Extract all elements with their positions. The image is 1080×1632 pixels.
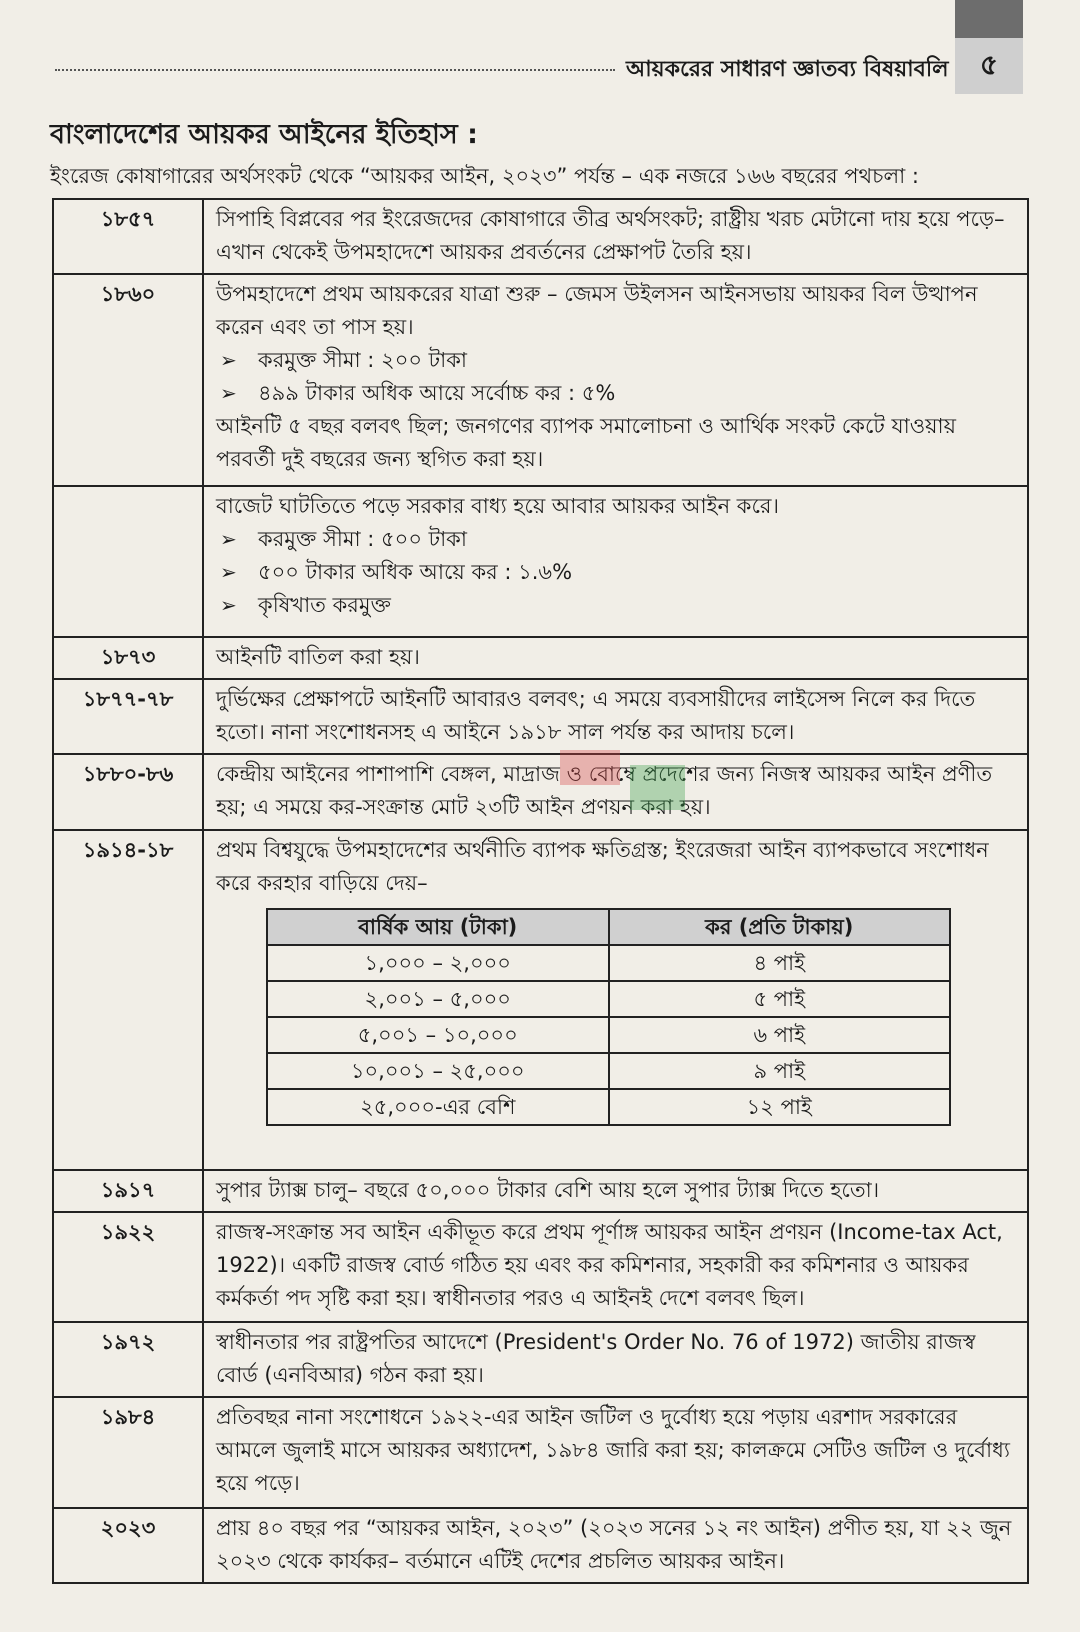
arrow-icon: ➢ <box>220 381 237 406</box>
year-cell: ১৯১৭ <box>53 1170 203 1212</box>
description-text: আইনটি ৫ বছর বলবৎ ছিল; জনগণের ব্যাপক সমালোচনা ও আর্থিক সংকট কেটে যাওয়ায় পরবর্তী দুই বছরের জন্য স্থগিত করা হয়। <box>216 414 957 472</box>
corner-tab <box>955 0 1023 38</box>
description-cell <box>203 1508 1028 1584</box>
table-row <box>53 1170 1028 1212</box>
description-text: সিপাহি বিপ্লবের পর ইংরেজদের কোষাগারে তীব্র অর্থসংকট; রাষ্ট্রীয় খরচ মেটানো দায় হয়ে পড়ে– এখান থেকেই উপমহাদেশে আয়কর প্রবর্তনের প্রেক্ষাপট তৈরি হয়। <box>216 207 1005 264</box>
description-cell <box>203 486 1028 637</box>
bullet-list <box>216 523 1015 622</box>
description-cell <box>203 199 1028 274</box>
description-text: প্রথম বিশ্বযুদ্ধে উপমহাদেশের অর্থনীতি ব্যাপক ক্ষতিগ্রস্ত; ইংরেজরা আইন ব্যাপকভাবে সংশোধন করে করহার বাড়িয়ে দেয়– <box>216 837 989 895</box>
list-item: ➢ ৫০০ টাকার অধিক আয়ে কর : ১.৬% <box>216 556 1015 589</box>
list-item: ➢ করমুক্ত সীমা : ৫০০ টাকা <box>216 523 1015 556</box>
description-text: রাজস্ব-সংক্রান্ত সব আইন একীভূত করে প্রথম পূর্ণাঙ্গ আয়কর আইন প্রণয়ন (Income-tax Act, 1922)। একটি রাজস্ব বোর্ড গঠিত হয় এবং কর কমিশনার, সহকারী কর কমিশনার ও আয়কর কর্মকর্তা পদ সৃষ্টি করা হয়। স্বাধীনতার পরও এ আইনই দেশে বলবৎ ছিল। <box>216 1219 1003 1310</box>
year-cell: ১৮৭৩ <box>53 637 203 679</box>
arrow-icon: ➢ <box>220 560 237 585</box>
table-row <box>53 1212 1028 1322</box>
description-cell <box>203 1170 1028 1212</box>
table-row <box>53 1508 1028 1584</box>
description-text: বাজেট ঘাটতিতে পড়ে সরকার বাধ্য হয়ে আবার আয়কর আইন করে। <box>216 494 779 519</box>
year-cell: ১৮৭৭-৭৮ <box>53 679 203 754</box>
column-header: বার্ষিক আয় (টাকা) <box>267 909 609 945</box>
table-row: ২,০০১ – ৫,০০০ ৫ পাই <box>267 981 950 1017</box>
list-item: ➢ কৃষিখাত করমুক্ত <box>216 589 1015 622</box>
description-cell <box>203 754 1028 829</box>
description-text: আইনটি বাতিল করা হয়। <box>216 645 420 670</box>
description-text: দুর্ভিক্ষের প্রেক্ষাপটে আইনটি আবারও বলবৎ; এ সময়ে ব্যবসায়ীদের লাইসেন্স নিলে কর দিতে হতো। নানা সংশোধনসহ এ আইনে ১৯১৮ সাল পর্যন্ত কর আদায় চলে। <box>216 686 976 744</box>
description-cell <box>203 830 1028 1170</box>
table-row <box>53 1397 1028 1507</box>
year-cell <box>53 486 203 637</box>
year-cell: ১৯২২ <box>53 1212 203 1322</box>
description-cell <box>203 1212 1028 1322</box>
arrow-icon: ➢ <box>220 527 237 552</box>
running-head: আয়করের সাধারণ জ্ঞাতব্য বিষয়াবলি <box>626 57 949 82</box>
description-cell <box>203 679 1028 754</box>
column-header: কর (প্রতি টাকায়) <box>609 909 951 945</box>
description-cell <box>203 637 1028 679</box>
table-row <box>53 679 1028 754</box>
table-header-row <box>267 909 950 945</box>
table-row <box>53 830 1028 1170</box>
year-cell: ১৮৮০-৮৬ <box>53 754 203 829</box>
year-cell: ১৯৮৪ <box>53 1397 203 1507</box>
bullet-list <box>216 344 1015 410</box>
year-cell: ২০২৩ <box>53 1508 203 1584</box>
table-row <box>53 754 1028 829</box>
description-text: প্রতিবছর নানা সংশোধনে ১৯২২-এর আইন জটিল ও দুর্বোধ্য হয়ে পড়ায় এরশাদ সরকারের আমলে জুলাই মাসে আয়কর অধ্যাদেশ, ১৯৮৪ জারি করা হয়; কালক্রমে সেটিও জটিল ও দুর্বোধ্য হয়ে পড়ে। <box>216 1405 1010 1496</box>
description-cell <box>203 1322 1028 1397</box>
page-number: ৫ <box>955 38 1023 94</box>
arrow-icon: ➢ <box>220 593 237 618</box>
description-cell <box>203 274 1028 486</box>
list-item: ➢ ৪৯৯ টাকার অধিক আয়ে সর্বোচ্চ কর : ৫% <box>216 377 1015 410</box>
year-cell: ১৮৫৭ <box>53 199 203 274</box>
table-row: ১,০০০ – ২,০০০ ৪ পাই <box>267 945 950 981</box>
tax-rate-table <box>266 908 951 1126</box>
table-row: ১০,০০১ – ২৫,০০০ ৯ পাই <box>267 1053 950 1089</box>
table-row <box>53 637 1028 679</box>
table-row <box>53 274 1028 486</box>
table-row: ৫,০০১ – ১০,০০০ ৬ পাই <box>267 1017 950 1053</box>
description-text: স্বাধীনতার পর রাষ্ট্রপতির আদেশে (President's Order No. 76 of 1972) জাতীয় রাজস্ব বোর্ড (এনবিআর) গঠন করা হয়। <box>216 1330 976 1388</box>
year-cell: ১৯৭২ <box>53 1322 203 1397</box>
history-table <box>52 198 1029 1584</box>
section-subtitle: ইংরেজ কোষাগারের অর্থসংকট থেকে “আয়কর আইন, ২০২৩” পর্যন্ত – এক নজরে ১৬৬ বছরের পথচলা : <box>50 164 919 188</box>
table-row <box>53 199 1028 274</box>
table-row <box>53 486 1028 637</box>
table-row <box>53 1322 1028 1397</box>
description-text: কেন্দ্রীয় আইনের পাশাপাশি বেঙ্গল, মাদ্রাজ ও বোম্বে প্রদেশের জন্য নিজস্ব আয়কর আইন প্রণীত হয়; এ সময়ে কর-সংক্রান্ত মোট ২৩টি আইন প্রণয়ন করা হয়। <box>216 762 993 820</box>
description-text: সুপার ট্যাক্স চালু– বছরে ৫০,০০০ টাকার বেশি আয় হলে সুপার ট্যাক্স দিতে হতো। <box>216 1178 880 1203</box>
description-cell <box>203 1397 1028 1507</box>
year-cell: ১৯১৪-১৮ <box>53 830 203 1170</box>
year-cell: ১৮৬০ <box>53 274 203 486</box>
description-text: উপমহাদেশে প্রথম আয়করের যাত্রা শুরু – জেমস উইলসন আইনসভায় আয়কর বিল উত্থাপন করেন এবং তা পাস হয়। <box>216 282 978 340</box>
description-text: প্রায় ৪০ বছর পর “আয়কর আইন, ২০২৩” (২০২৩ সনের ১২ নং আইন) প্রণীত হয়, যা ২২ জুন ২০২৩ থেকে কার্যকর– বর্তমানে এটিই দেশের প্রচলিত আয়কর আইন। <box>216 1515 1012 1573</box>
header-dotted-rule <box>55 69 615 71</box>
arrow-icon: ➢ <box>220 348 237 373</box>
list-item: ➢ করমুক্ত সীমা : ২০০ টাকা <box>216 344 1015 377</box>
table-row: ২৫,০০০-এর বেশি ১২ পাই <box>267 1089 950 1125</box>
section-title: বাংলাদেশের আয়কর আইনের ইতিহাস : <box>50 119 478 150</box>
